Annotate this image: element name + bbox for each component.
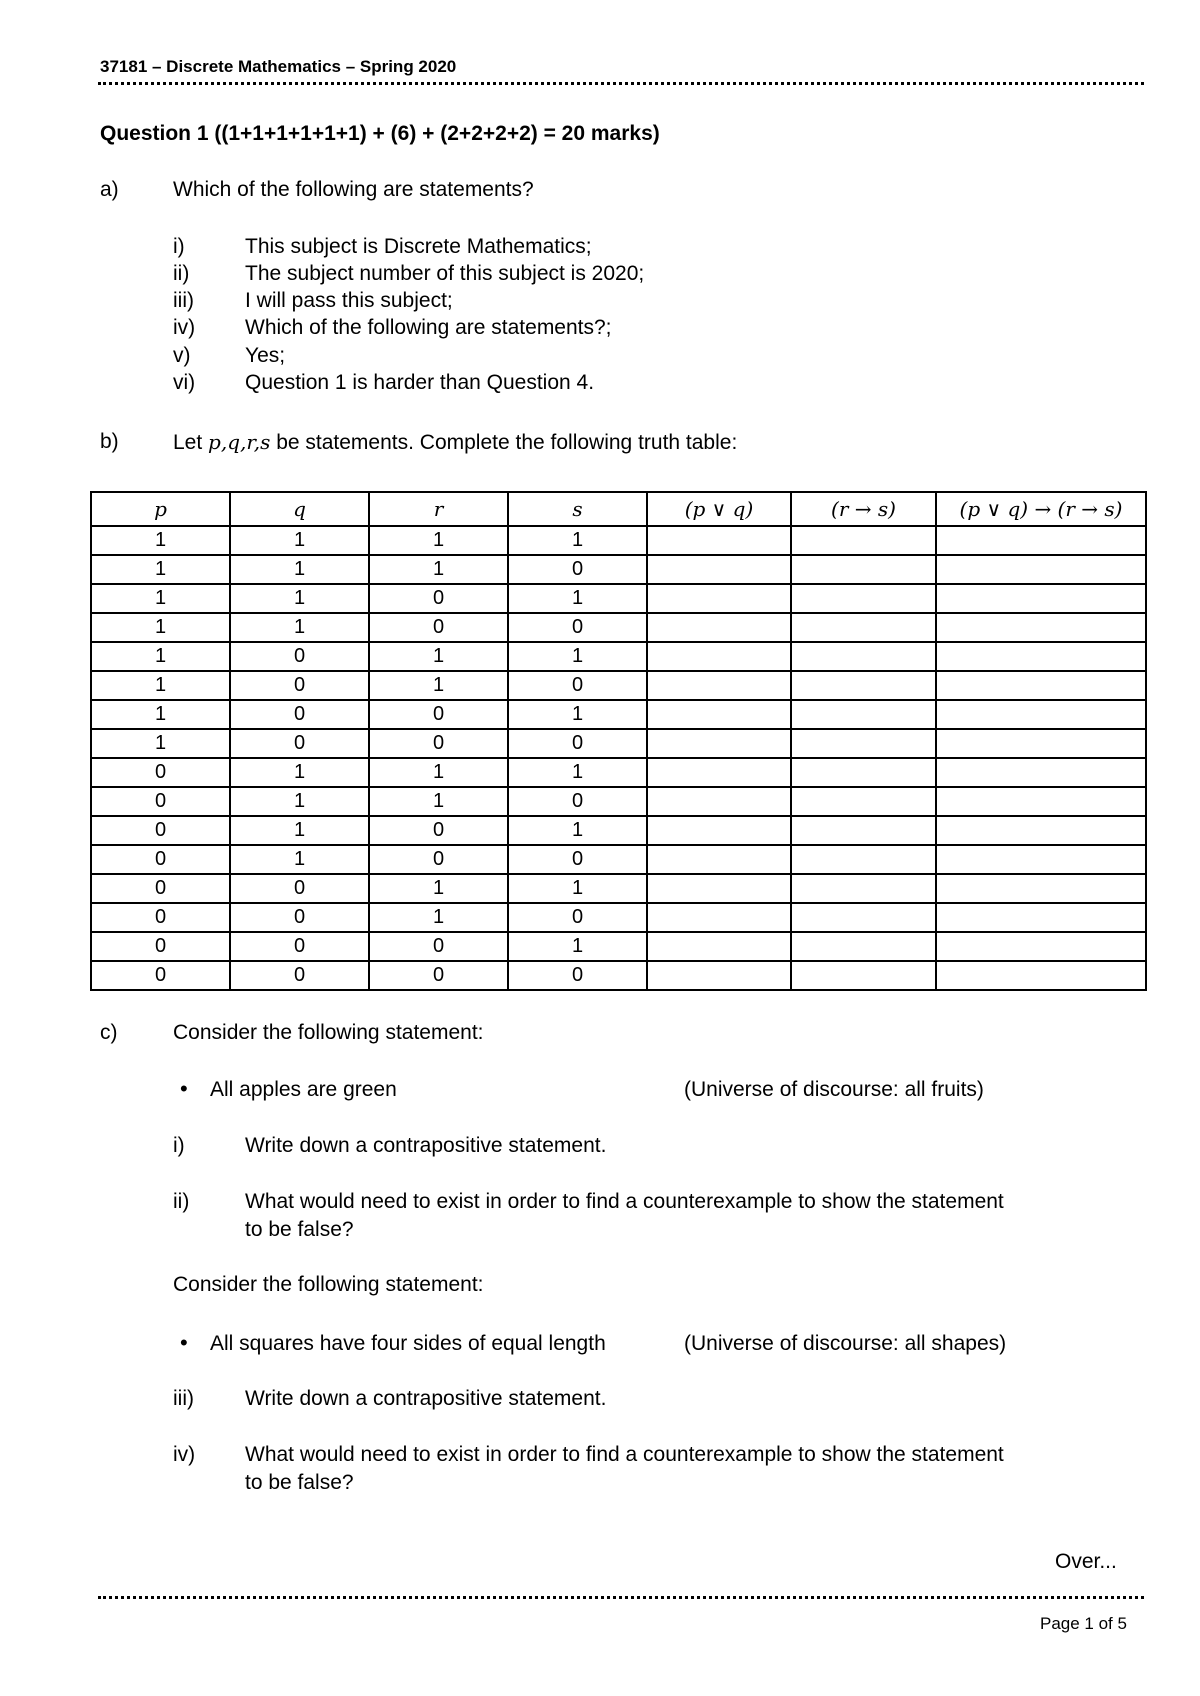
truth-table-answer-cell[interactable] bbox=[936, 729, 1146, 758]
truth-table-value-cell: 0 bbox=[369, 700, 508, 729]
truth-table-answer-cell[interactable] bbox=[791, 787, 936, 816]
part-a-item-text: Question 1 is harder than Question 4. bbox=[245, 371, 595, 394]
truth-table-answer-cell[interactable] bbox=[647, 932, 791, 961]
truth-table-value-cell: 1 bbox=[508, 758, 647, 787]
document-header-title: 37181 – Discrete Mathematics – Spring 2020 bbox=[100, 57, 457, 76]
truth-table-answer-cell[interactable] bbox=[791, 932, 936, 961]
truth-table-row bbox=[91, 961, 1146, 990]
truth-table-value-cell: 1 bbox=[230, 787, 369, 816]
part-b-prompt-pre: Let bbox=[173, 431, 203, 454]
truth-table-row bbox=[91, 903, 1146, 932]
truth-table-header-cell: (p ∨ q) bbox=[647, 492, 791, 526]
truth-table-value-cell: 0 bbox=[91, 787, 230, 816]
footer-divider bbox=[98, 1596, 1144, 1599]
part-c-item-number: iv) bbox=[173, 1443, 196, 1466]
truth-table-answer-cell[interactable] bbox=[647, 584, 791, 613]
truth-table-value-cell: 1 bbox=[508, 584, 647, 613]
truth-table-value-cell: 0 bbox=[508, 729, 647, 758]
part-b-prompt bbox=[173, 430, 737, 455]
truth-table-value-cell: 0 bbox=[91, 961, 230, 990]
bullet-icon: • bbox=[180, 1330, 188, 1355]
truth-table-row bbox=[91, 874, 1146, 903]
part-a-item-text: I will pass this subject; bbox=[245, 289, 453, 312]
truth-table-answer-cell[interactable] bbox=[647, 903, 791, 932]
truth-table-value-cell: 1 bbox=[230, 526, 369, 555]
part-b-label: b) bbox=[100, 430, 119, 453]
part-c-item-text: Write down a contrapositive statement. bbox=[245, 1134, 607, 1157]
truth-table-answer-cell[interactable] bbox=[791, 642, 936, 671]
truth-table-answer-cell[interactable] bbox=[647, 816, 791, 845]
truth-table-answer-cell[interactable] bbox=[647, 555, 791, 584]
part-b-prompt-post: be statements. Complete the following truth table: bbox=[276, 431, 738, 454]
truth-table-row bbox=[91, 787, 1146, 816]
truth-table-answer-cell[interactable] bbox=[647, 526, 791, 555]
truth-table-value-cell: 1 bbox=[508, 932, 647, 961]
header-divider bbox=[98, 82, 1144, 85]
truth-table-value-cell: 1 bbox=[230, 845, 369, 874]
truth-table-body bbox=[91, 526, 1146, 990]
truth-table-answer-cell[interactable] bbox=[936, 874, 1146, 903]
truth-table-value-cell: 0 bbox=[369, 584, 508, 613]
truth-table-value-cell: 1 bbox=[369, 874, 508, 903]
part-a-label: a) bbox=[100, 178, 119, 201]
truth-table-value-cell: 1 bbox=[369, 642, 508, 671]
bullet-icon: • bbox=[180, 1076, 188, 1101]
truth-table-row bbox=[91, 729, 1146, 758]
part-a-item-number: iv) bbox=[173, 316, 196, 339]
truth-table-value-cell: 0 bbox=[508, 555, 647, 584]
part-a-item-text: Which of the following are statements?; bbox=[245, 316, 612, 339]
truth-table-row bbox=[91, 671, 1146, 700]
truth-table-row bbox=[91, 758, 1146, 787]
truth-table-answer-cell[interactable] bbox=[647, 729, 791, 758]
truth-table-answer-cell[interactable] bbox=[647, 613, 791, 642]
truth-table-answer-cell[interactable] bbox=[647, 845, 791, 874]
truth-table-value-cell: 0 bbox=[369, 961, 508, 990]
truth-table-header-cell: q bbox=[230, 492, 369, 526]
truth-table-answer-cell[interactable] bbox=[791, 613, 936, 642]
truth-table-header-cell: (r → s) bbox=[791, 492, 936, 526]
truth-table-answer-cell[interactable] bbox=[936, 584, 1146, 613]
truth-table-value-cell: 0 bbox=[369, 729, 508, 758]
truth-table-answer-cell[interactable] bbox=[791, 700, 936, 729]
truth-table bbox=[90, 491, 1147, 991]
truth-table-value-cell: 1 bbox=[230, 758, 369, 787]
truth-table-value-cell: 1 bbox=[508, 874, 647, 903]
part-a-item-number: i) bbox=[173, 235, 185, 258]
universe-1: (Universe of discourse: all fruits) bbox=[684, 1078, 984, 1101]
part-c-item-text: Write down a contrapositive statement. bbox=[245, 1387, 607, 1410]
statement-1: All apples are green bbox=[210, 1078, 397, 1101]
truth-table-row bbox=[91, 526, 1146, 555]
truth-table-value-cell: 1 bbox=[369, 671, 508, 700]
over-indicator: Over... bbox=[1055, 1550, 1117, 1573]
truth-table-answer-cell[interactable] bbox=[936, 671, 1146, 700]
truth-table-value-cell: 1 bbox=[369, 526, 508, 555]
truth-table-answer-cell[interactable] bbox=[936, 613, 1146, 642]
part-a-item-number: iii) bbox=[173, 289, 194, 312]
truth-table-answer-cell[interactable] bbox=[791, 874, 936, 903]
truth-table-header-cell: r bbox=[369, 492, 508, 526]
truth-table-answer-cell[interactable] bbox=[791, 729, 936, 758]
truth-table-answer-cell[interactable] bbox=[936, 700, 1146, 729]
truth-table-value-cell: 1 bbox=[508, 526, 647, 555]
truth-table-answer-cell[interactable] bbox=[936, 555, 1146, 584]
truth-table-answer-cell[interactable] bbox=[791, 816, 936, 845]
part-c-item-text-continued: to be false? bbox=[245, 1471, 354, 1494]
part-a-item-number: ii) bbox=[173, 262, 190, 285]
page-number: Page 1 of 5 bbox=[1040, 1614, 1127, 1633]
truth-table-answer-cell[interactable] bbox=[936, 758, 1146, 787]
truth-table-value-cell: 0 bbox=[508, 845, 647, 874]
truth-table-value-cell: 0 bbox=[91, 816, 230, 845]
truth-table-value-cell: 0 bbox=[508, 613, 647, 642]
truth-table-value-cell: 0 bbox=[369, 816, 508, 845]
truth-table-value-cell: 1 bbox=[91, 555, 230, 584]
question-title: Question 1 ((1+1+1+1+1+1) + (6) + (2+2+2+2) = 20 marks) bbox=[100, 122, 660, 145]
truth-table-value-cell: 1 bbox=[91, 642, 230, 671]
truth-table-answer-cell[interactable] bbox=[647, 642, 791, 671]
part-a-item-text: The subject number of this subject is 2020; bbox=[245, 262, 645, 285]
truth-table-row bbox=[91, 584, 1146, 613]
truth-table-value-cell: 1 bbox=[230, 613, 369, 642]
part-a-item-text: Yes; bbox=[245, 344, 286, 367]
truth-table-answer-cell[interactable] bbox=[791, 845, 936, 874]
truth-table-value-cell: 1 bbox=[230, 816, 369, 845]
truth-table-value-cell: 1 bbox=[369, 787, 508, 816]
part-a-item-number: v) bbox=[173, 344, 191, 367]
truth-table-answer-cell[interactable] bbox=[647, 700, 791, 729]
truth-table-value-cell: 1 bbox=[91, 729, 230, 758]
truth-table-value-cell: 1 bbox=[508, 700, 647, 729]
part-a-item-text: This subject is Discrete Mathematics; bbox=[245, 235, 592, 258]
universe-2: (Universe of discourse: all shapes) bbox=[684, 1332, 1007, 1355]
part-c-label: c) bbox=[100, 1021, 118, 1044]
truth-table-value-cell: 1 bbox=[508, 642, 647, 671]
truth-table-answer-cell[interactable] bbox=[936, 845, 1146, 874]
truth-table-value-cell: 0 bbox=[91, 932, 230, 961]
part-a-prompt: Which of the following are statements? bbox=[173, 178, 534, 201]
truth-table-value-cell: 0 bbox=[91, 903, 230, 932]
truth-table-value-cell: 0 bbox=[91, 845, 230, 874]
truth-table-value-cell: 0 bbox=[508, 671, 647, 700]
truth-table-row bbox=[91, 555, 1146, 584]
truth-table-row bbox=[91, 816, 1146, 845]
truth-table-value-cell: 0 bbox=[369, 845, 508, 874]
truth-table-header-cell: (p ∨ q) → (r → s) bbox=[936, 492, 1146, 526]
truth-table-value-cell: 0 bbox=[230, 903, 369, 932]
part-c-item-text-continued: to be false? bbox=[245, 1218, 354, 1241]
truth-table-answer-cell[interactable] bbox=[791, 584, 936, 613]
truth-table-row bbox=[91, 642, 1146, 671]
truth-table-value-cell: 1 bbox=[369, 555, 508, 584]
truth-table-value-cell: 0 bbox=[369, 932, 508, 961]
truth-table-answer-cell[interactable] bbox=[936, 903, 1146, 932]
truth-table-answer-cell[interactable] bbox=[647, 874, 791, 903]
part-c-item-number: iii) bbox=[173, 1387, 194, 1410]
truth-table-row bbox=[91, 613, 1146, 642]
truth-table-value-cell: 1 bbox=[91, 526, 230, 555]
part-c-item-text: What would need to exist in order to find a counterexample to show the statement bbox=[245, 1443, 1004, 1466]
truth-table-answer-cell[interactable] bbox=[791, 555, 936, 584]
truth-table-value-cell: 1 bbox=[230, 584, 369, 613]
truth-table-value-cell: 0 bbox=[230, 671, 369, 700]
part-c-item-number: ii) bbox=[173, 1190, 190, 1213]
truth-table-value-cell: 0 bbox=[230, 874, 369, 903]
part-a-item-number: vi) bbox=[173, 371, 196, 394]
truth-table-answer-cell[interactable] bbox=[791, 758, 936, 787]
part-b-prompt-vars: p,q,r,s bbox=[208, 430, 271, 454]
part-c-intro-1: Consider the following statement: bbox=[173, 1021, 484, 1044]
truth-table-answer-cell[interactable] bbox=[936, 932, 1146, 961]
truth-table-value-cell: 0 bbox=[230, 932, 369, 961]
truth-table-answer-cell[interactable] bbox=[936, 642, 1146, 671]
truth-table-answer-cell[interactable] bbox=[647, 758, 791, 787]
truth-table-answer-cell[interactable] bbox=[791, 671, 936, 700]
truth-table-answer-cell[interactable] bbox=[791, 903, 936, 932]
truth-table-answer-cell[interactable] bbox=[791, 526, 936, 555]
truth-table-answer-cell[interactable] bbox=[647, 787, 791, 816]
truth-table-value-cell: 1 bbox=[91, 613, 230, 642]
truth-table-answer-cell[interactable] bbox=[647, 671, 791, 700]
truth-table-value-cell: 1 bbox=[369, 903, 508, 932]
truth-table-answer-cell[interactable] bbox=[791, 961, 936, 990]
part-c-intro-2: Consider the following statement: bbox=[173, 1273, 484, 1296]
truth-table-value-cell: 0 bbox=[369, 613, 508, 642]
part-c-item-number: i) bbox=[173, 1134, 185, 1157]
truth-table-header-row bbox=[91, 492, 1146, 526]
truth-table-header-cell: p bbox=[91, 492, 230, 526]
truth-table-row bbox=[91, 700, 1146, 729]
truth-table-value-cell: 1 bbox=[91, 584, 230, 613]
statement-2: All squares have four sides of equal length bbox=[210, 1332, 606, 1355]
truth-table-answer-cell[interactable] bbox=[936, 961, 1146, 990]
truth-table-value-cell: 0 bbox=[91, 758, 230, 787]
truth-table-header-cell: s bbox=[508, 492, 647, 526]
truth-table-answer-cell[interactable] bbox=[647, 961, 791, 990]
truth-table-row bbox=[91, 932, 1146, 961]
truth-table-value-cell: 0 bbox=[230, 642, 369, 671]
truth-table-value-cell: 0 bbox=[508, 903, 647, 932]
truth-table-value-cell: 1 bbox=[91, 671, 230, 700]
truth-table-value-cell: 0 bbox=[91, 874, 230, 903]
truth-table-answer-cell[interactable] bbox=[936, 787, 1146, 816]
truth-table-value-cell: 0 bbox=[230, 961, 369, 990]
truth-table-value-cell: 1 bbox=[91, 700, 230, 729]
truth-table-row bbox=[91, 845, 1146, 874]
truth-table-answer-cell[interactable] bbox=[936, 526, 1146, 555]
truth-table-value-cell: 1 bbox=[508, 816, 647, 845]
truth-table-value-cell: 0 bbox=[508, 961, 647, 990]
truth-table-value-cell: 1 bbox=[369, 758, 508, 787]
truth-table-answer-cell[interactable] bbox=[936, 816, 1146, 845]
truth-table-value-cell: 1 bbox=[230, 555, 369, 584]
truth-table-value-cell: 0 bbox=[230, 729, 369, 758]
truth-table-value-cell: 0 bbox=[508, 787, 647, 816]
truth-table-value-cell: 0 bbox=[230, 700, 369, 729]
part-c-item-text: What would need to exist in order to find a counterexample to show the statement bbox=[245, 1190, 1004, 1213]
